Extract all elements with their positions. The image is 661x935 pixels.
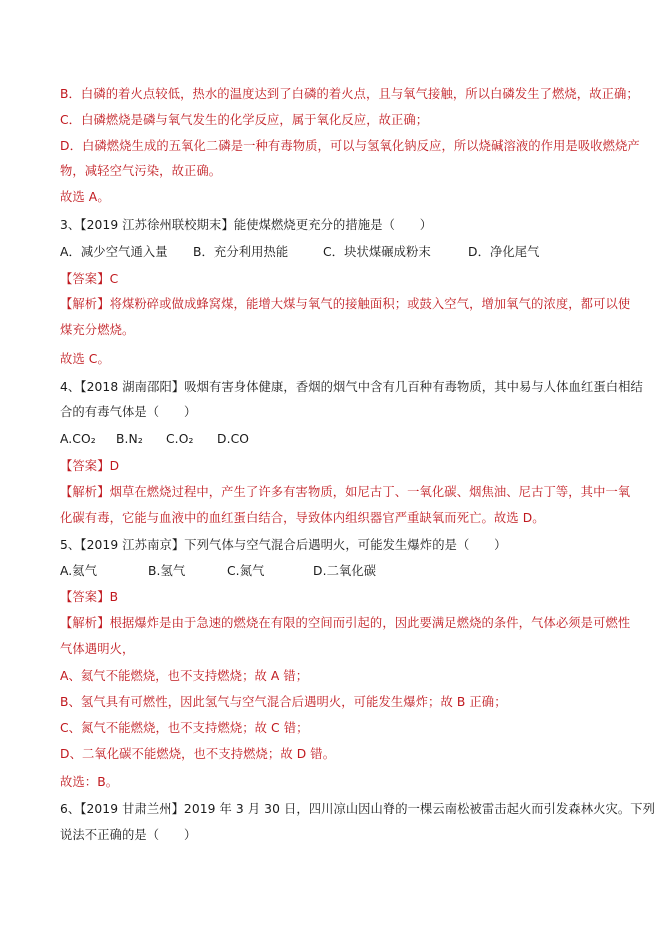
q4-option-b: B.N₂	[116, 432, 143, 446]
q5-choice: 故选：B。	[60, 775, 119, 789]
analysis-option-b: B．白磷的着火点较低，热水的温度达到了白磷的着火点，且与氧气接触，所以白磷发生了燃烧，故正确；	[60, 87, 639, 101]
q5-analysis-option-b: B、氢气具有可燃性，因此氢气与空气混合后遇明火，可能发生爆炸；故 B 正确；	[60, 695, 507, 709]
analysis-option-d-line1: D．白磷燃烧生成的五氧化二磷是一种有毒物质，可以与氢氧化钠反应，所以烧碱溶液的作用是吸收燃烧产	[60, 139, 640, 153]
analysis-option-d-line2: 物，减轻空气污染，故正确。	[60, 164, 222, 178]
q4-answer: 【答案】D	[60, 459, 120, 473]
q4-option-d: D.CO	[217, 432, 250, 446]
q2-choice: 故选 A。	[60, 190, 110, 204]
q5-option-d: D.二氧化碳	[313, 564, 377, 578]
q4-option-c: C.O₂	[166, 432, 194, 446]
q3-analysis-line2: 煤充分燃烧。	[60, 323, 135, 337]
q5-analysis-option-c: C、氮气不能燃烧，也不支持燃烧；故 C 错；	[60, 721, 309, 735]
q5-option-a: A.氦气	[60, 564, 98, 578]
q3-option-a: A．减少空气通入量	[60, 245, 168, 259]
q4-analysis-line1: 【解析】烟草在燃烧过程中，产生了许多有害物质，如尼古丁、一氧化碳、烟焦油、尼古丁等，其中一氧	[60, 485, 631, 499]
q3-analysis-line1: 【解析】将煤粉碎或做成蜂窝煤，能增大煤与氧气的接触面积；或鼓入空气，增加氧气的浓度，都可以使	[60, 297, 631, 311]
q3-answer: 【答案】C	[60, 272, 119, 286]
q3-option-b: B．充分利用热能	[193, 245, 289, 259]
q4-stem-line2: 合的有毒气体是（ ）	[60, 405, 197, 419]
q4-analysis-line2: 化碳有毒，它能与血液中的血红蛋白结合，导致体内组织器官严重缺氧而死亡。故选 D。	[60, 511, 545, 525]
q5-analysis-line2: 气体遇明火，	[60, 642, 135, 656]
q5-analysis-option-d: D、二氧化碳不能燃烧，也不支持燃烧；故 D 错。	[60, 747, 336, 761]
q3-option-d: D．净化尾气	[468, 245, 540, 259]
q3-stem: 3、【2019 江苏徐州联校期末】能使煤燃烧更充分的措施是（ ）	[60, 218, 433, 232]
q3-choice: 故选 C。	[60, 352, 110, 366]
q5-option-c: C.氮气	[227, 564, 265, 578]
q6-stem-line2: 说法不正确的是（ ）	[60, 828, 197, 842]
analysis-option-c: C．白磷燃烧是磷与氧气发生的化学反应，属于氧化反应，故正确；	[60, 113, 429, 127]
q4-stem-line1: 4、【2018 湖南邵阳】吸烟有害身体健康，香烟的烟气中含有几百种有毒物质，其中易与人体血红蛋白相结	[60, 380, 643, 394]
q6-stem-line1: 6、【2019 甘肃兰州】2019 年 3 月 30 日，四川凉山因山脊的一棵云南松被雷击起火而引发森林火灾。下列	[60, 802, 655, 816]
q3-option-c: C．块状煤碾成粉末	[323, 245, 431, 259]
q5-analysis-option-a: A、氦气不能燃烧，也不支持燃烧；故 A 错；	[60, 669, 309, 683]
q5-option-b: B.氢气	[148, 564, 186, 578]
q4-option-a: A.CO₂	[60, 432, 96, 446]
q5-answer: 【答案】B	[60, 590, 119, 604]
q5-stem: 5、【2019 江苏南京】下列气体与空气混合后遇明火，可能发生爆炸的是（ ）	[60, 538, 507, 552]
q5-analysis-line1: 【解析】根据爆炸是由于急速的燃烧在有限的空间而引起的，因此要满足燃烧的条件，气体必须是可燃性	[60, 616, 631, 630]
